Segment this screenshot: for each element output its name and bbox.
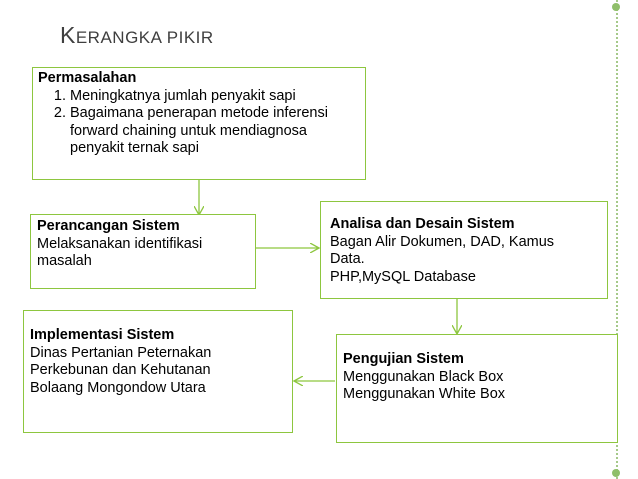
box-permasalahan [32, 67, 366, 180]
box-pengujian [336, 334, 618, 443]
box-perancangan-sistem [30, 214, 256, 289]
title-rest: ERANGKA PIKIR [75, 28, 214, 47]
box-analisa-desain [320, 201, 608, 299]
pengujian-line: Menggunakan White Box [343, 386, 506, 402]
box-implementasi [23, 310, 293, 433]
permasalahan-list [38, 88, 360, 158]
pengujian-line: Menggunakan Black Box [343, 368, 504, 385]
implementasi-line: Dinas Pertanian Peternakan [30, 344, 212, 361]
implementasi-line: Bolaang Mongondow Utara [30, 379, 206, 396]
analisa-heading: Analisa dan Desain Sistem [330, 216, 515, 232]
implementasi-line: Perkebunan dan Kehutanan [30, 362, 211, 378]
perancangan-heading: Perancangan Sistem [37, 218, 180, 234]
perancangan-line: Melaksanakan identifikasi [37, 235, 203, 252]
perancangan-line: masalah [37, 253, 92, 269]
permasalahan-item-1: 1. Meningkatnya jumlah penyakit sapi [70, 88, 360, 106]
implementasi-heading: Implementasi Sistem [30, 327, 175, 343]
analisa-line: Data. [330, 251, 365, 267]
pengujian-heading: Pengujian Sistem [343, 351, 464, 367]
analisa-line: PHP,MySQL Database [330, 268, 476, 285]
title-initial: K [60, 22, 76, 48]
permasalahan-item-2: 2. Bagaimana penerapan metode inferensi forward chaining untuk mendiagnosa penyakit ternak sapi [70, 105, 360, 158]
permasalahan-heading: Permasalahan [38, 70, 137, 86]
analisa-line: Bagan Alir Dokumen, DAD, Kamus [330, 233, 555, 250]
